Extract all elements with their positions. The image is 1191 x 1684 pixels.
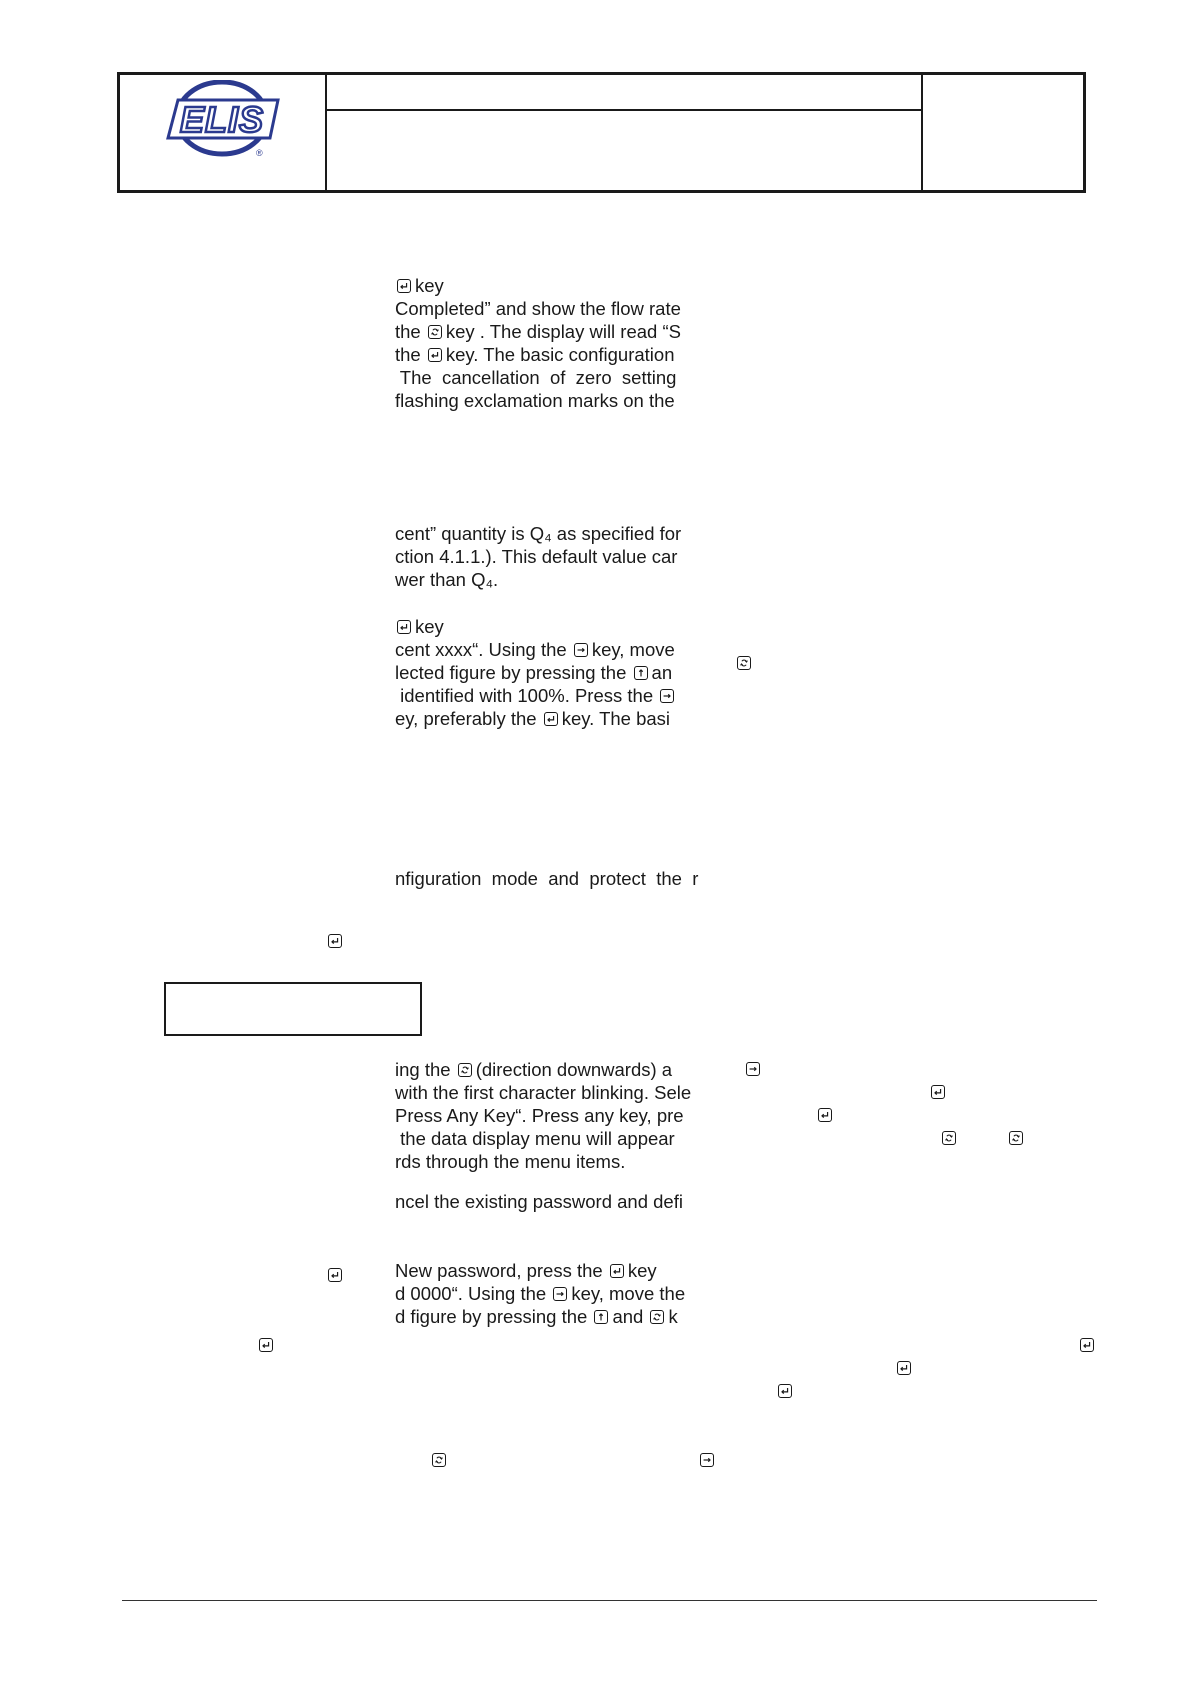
text-run: with the first character blinking. Sele	[395, 1082, 692, 1103]
text-line	[395, 684, 713, 707]
text-block	[395, 1190, 713, 1213]
up-key-icon	[634, 666, 648, 680]
enter-key-icon	[328, 934, 342, 948]
elis-logo	[160, 80, 290, 162]
text-run: d figure by pressing the	[395, 1306, 593, 1327]
text-line	[395, 1150, 713, 1173]
text-block	[395, 274, 713, 412]
right-key-icon	[574, 643, 588, 657]
text-run: k	[668, 1306, 678, 1327]
enter-key-icon	[397, 279, 411, 293]
right-key-icon	[660, 689, 674, 703]
registered-mark: ®	[256, 148, 263, 158]
enter-key-icon	[610, 1264, 624, 1278]
text-run: New password, press the	[395, 1260, 608, 1281]
text-run: flashing exclamation marks on the	[395, 390, 675, 411]
enter-key-icon	[818, 1108, 832, 1122]
text-run: key. The basic configuration	[445, 344, 675, 365]
text-run: key	[415, 616, 444, 637]
text-line	[395, 389, 713, 412]
text-line	[395, 1305, 713, 1328]
text-block	[395, 522, 713, 591]
text-run: key	[415, 275, 444, 296]
text-run: (direction downwards) a	[475, 1059, 673, 1080]
right-key-icon	[746, 1062, 760, 1076]
scroll-key-icon	[1009, 1131, 1023, 1145]
scroll-key-icon	[650, 1310, 664, 1324]
enter-key-icon	[931, 1085, 945, 1099]
enter-key-icon	[1080, 1338, 1094, 1352]
text-run: The cancellation of zero setting	[395, 367, 677, 388]
text-run: d 0000“. Using the	[395, 1283, 552, 1304]
enter-key-icon	[897, 1361, 911, 1375]
text-run: key	[627, 1260, 657, 1281]
text-run: identified with 100%. Press the	[395, 685, 659, 706]
text-line	[395, 707, 713, 730]
right-key-icon	[553, 1287, 567, 1301]
text-run: the	[395, 344, 426, 365]
logo-text: ELIS	[179, 99, 265, 140]
text-line	[395, 1259, 713, 1282]
enter-key-icon	[778, 1384, 792, 1398]
text-line	[395, 522, 713, 545]
text-run: cent” quantity is Q₄ as specified for	[395, 523, 682, 544]
text-block	[395, 1259, 713, 1328]
enter-key-icon	[328, 1268, 342, 1282]
text-run: rds through the menu items.	[395, 1151, 626, 1172]
text-run: ey, preferably the	[395, 708, 542, 729]
text-line	[395, 1282, 713, 1305]
text-line	[395, 297, 713, 320]
text-run: ing the	[395, 1059, 456, 1080]
header-divider	[325, 75, 327, 190]
enter-key-icon	[397, 620, 411, 634]
text-run: key. The basi	[561, 708, 671, 729]
text-block	[395, 1058, 713, 1173]
text-run: Completed” and show the flow rate	[395, 298, 681, 319]
text-line	[395, 1127, 713, 1150]
enter-key-icon	[428, 348, 442, 362]
text-line	[395, 1104, 713, 1127]
enter-key-icon	[259, 1338, 273, 1352]
text-line	[395, 1190, 713, 1213]
text-run: lected figure by pressing the	[395, 662, 632, 683]
text-line	[395, 366, 713, 389]
text-run: the	[395, 321, 426, 342]
scroll-key-icon	[458, 1063, 472, 1077]
text-run: key, move the	[571, 1283, 686, 1304]
text-run: nfiguration mode and protect the r	[395, 868, 699, 889]
text-run: key, move	[591, 639, 675, 660]
text-line	[395, 1081, 713, 1104]
up-key-icon	[594, 1310, 608, 1324]
text-run: wer than Q₄.	[395, 569, 499, 590]
text-line	[395, 343, 713, 366]
header-divider	[327, 109, 921, 111]
footer-rule	[122, 1600, 1097, 1601]
text-line	[395, 274, 713, 297]
text-run: ncel the existing password and defi	[395, 1191, 683, 1212]
scroll-key-icon	[432, 1453, 446, 1467]
scroll-key-icon	[942, 1131, 956, 1145]
text-line	[395, 320, 713, 343]
text-line	[395, 615, 713, 638]
text-line	[395, 638, 713, 661]
text-run: the data display menu will appear	[395, 1128, 675, 1149]
right-key-icon	[700, 1453, 714, 1467]
text-run: and	[612, 1306, 649, 1327]
text-run: cent xxxx“. Using the	[395, 639, 572, 660]
text-block	[395, 867, 713, 890]
scroll-key-icon	[428, 325, 442, 339]
text-run: key . The display will read “S	[445, 321, 681, 342]
text-run: ction 4.1.1.). This default value car	[395, 546, 678, 567]
text-block	[395, 615, 713, 730]
text-run: Press Any Key“. Press any key, pre	[395, 1105, 684, 1126]
text-line	[395, 1058, 713, 1081]
text-line	[395, 568, 713, 591]
header-divider	[921, 75, 923, 190]
text-line	[395, 867, 713, 890]
text-line	[395, 661, 713, 684]
text-run: an	[651, 662, 673, 683]
enter-key-icon	[544, 712, 558, 726]
scroll-key-icon	[737, 656, 751, 670]
text-line	[395, 545, 713, 568]
section-heading-box	[164, 982, 422, 1036]
